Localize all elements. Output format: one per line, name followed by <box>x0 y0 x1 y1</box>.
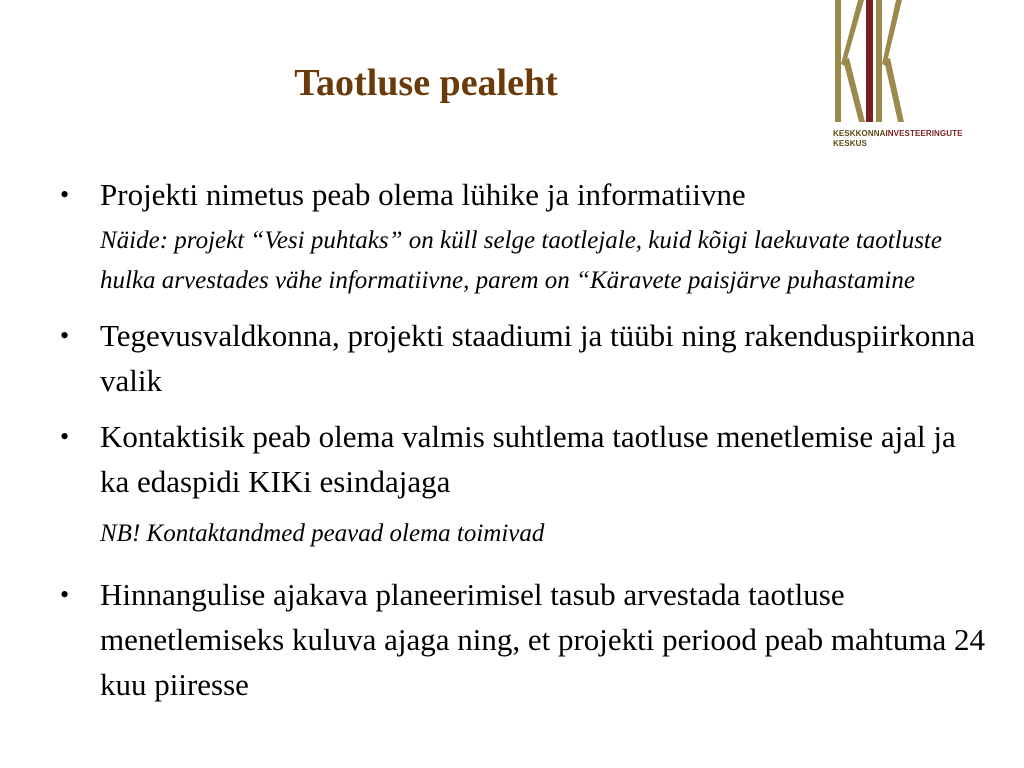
bullet-text: Tegevusvaldkonna, projekti staadiumi ja tüübi ning rakenduspiirkonna valik <box>100 318 976 398</box>
bullet-item <box>58 172 988 217</box>
logo-k1-arm-upper <box>841 0 864 66</box>
bullet-item <box>58 313 988 403</box>
logo-caption-line1 <box>833 129 983 139</box>
logo-caption-part2: INVESTEERINGUTE <box>885 129 963 138</box>
bullet-item <box>58 572 988 707</box>
logo-k1-stem <box>835 0 841 122</box>
slide-content <box>58 172 988 707</box>
bullet-marker: • <box>60 180 70 209</box>
logo-k2-stem <box>876 0 882 122</box>
bullet-text: Kontaktisik peab olema valmis suhtlema taotluse menetlemise ajal ja ka edaspidi KIKi esindajaga <box>100 419 956 499</box>
logo-caption-line2: KESKUS <box>833 139 867 148</box>
bullet-text: Hinnangulise ajakava planeerimisel tasub arvestada taotluse menetlemiseks kuluva ajaga ning, et projekti periood peab mahtuma 24 kuu piiresse <box>100 577 985 702</box>
bullet-marker: • <box>60 580 70 609</box>
logo-k2-arm-lower <box>884 58 904 122</box>
logo-i-stem <box>866 0 873 122</box>
logo-k1-arm-lower <box>843 58 865 122</box>
bullet-marker: • <box>60 321 70 350</box>
logo-caption <box>833 129 983 149</box>
logo-k2-arm-upper <box>882 0 902 66</box>
logo-caption-part1: KESKKONNA <box>833 129 886 138</box>
example-note: Näide: projekt “Vesi puhtaks” on küll selge taotlejale, kuid kõigi laekuvate taotluste hulka arvestades vähe informatiivne, parem on “Käravete paisjärve puhastamine <box>100 227 942 294</box>
nb-note: NB! Kontaktandmed peavad olema toimivad <box>100 520 545 547</box>
slide-title: Taotluse pealeht <box>294 62 558 104</box>
bullet-item <box>58 414 988 504</box>
bullet-marker: • <box>60 422 70 451</box>
bullet-text: Projekti nimetus peab olema lühike ja informatiivne <box>100 177 746 212</box>
